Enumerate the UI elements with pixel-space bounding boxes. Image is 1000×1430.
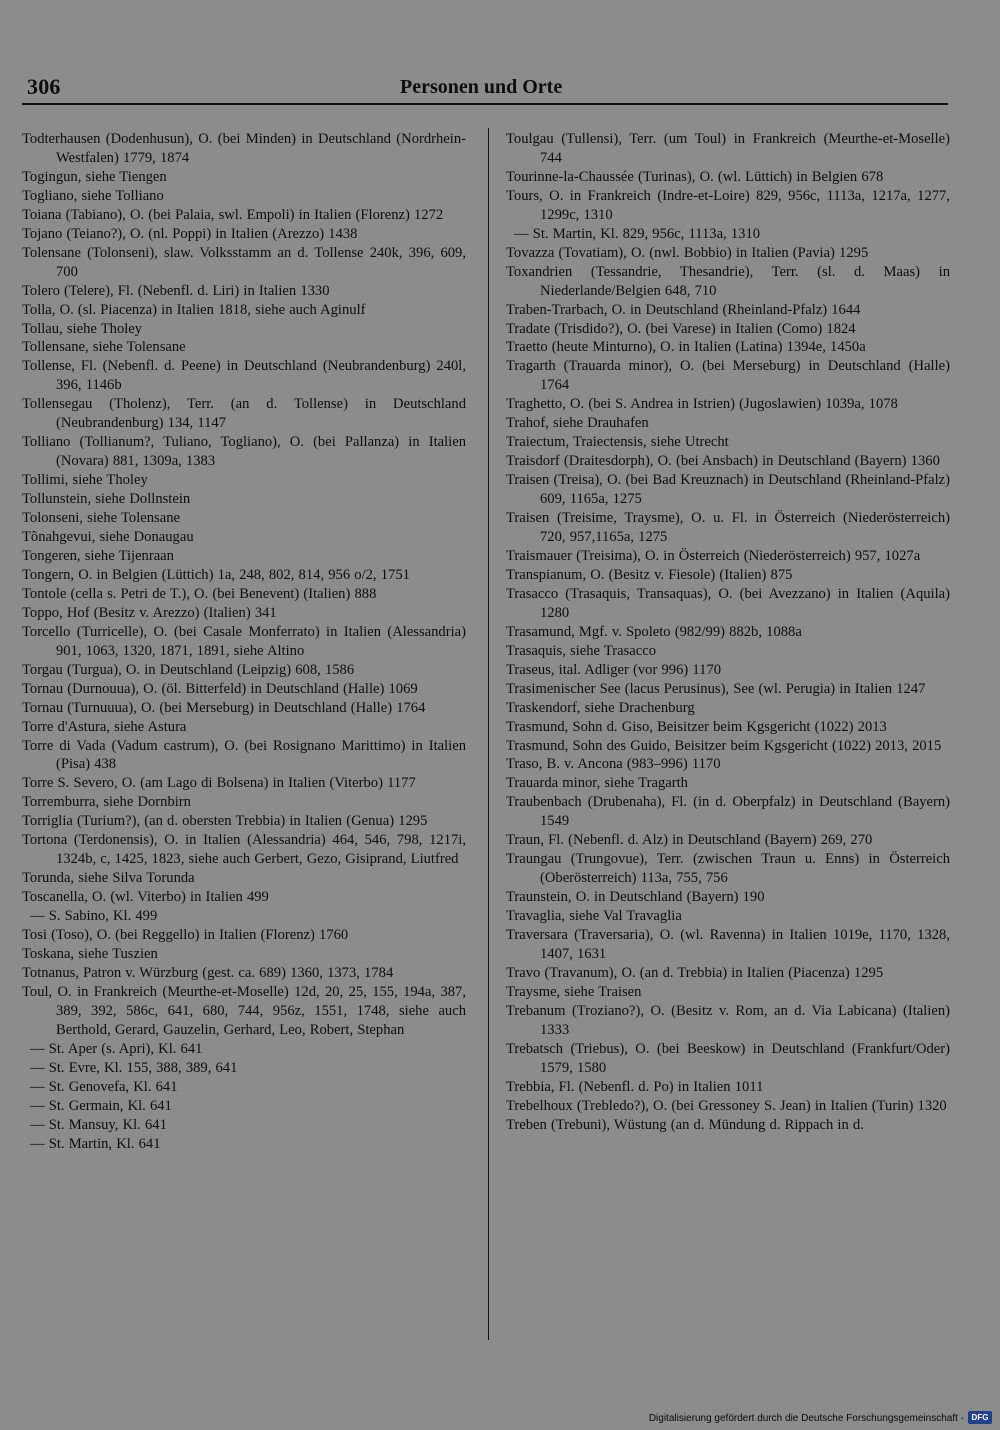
index-entry: Tollensane, siehe Tolensane: [22, 339, 186, 356]
index-entry: Trasaquis, siehe Trasacco: [506, 642, 657, 659]
index-entry: Tolero (Telere), Fl. (Nebenfl. d. Liri) in Italien 1330: [22, 282, 330, 299]
index-entry: Trebatsch (Triebus), O. (bei Beeskow) in Deutschland (Frankfurt/Oder) 1579, 1580: [506, 1040, 950, 1076]
index-entry: Traghetto, O. (bei S. Andrea in Istrien) (Jugoslawien) 1039a, 1078: [506, 396, 898, 413]
index-entry: Trasimenischer See (lacus Perusinus), See (wl. Perugia) in Italien 1247: [506, 680, 926, 697]
index-entry: — St. Mansuy, Kl. 641: [30, 1116, 167, 1133]
index-entry: Traiectum, Traiectensis, siehe Utrecht: [506, 434, 729, 451]
index-entry: Tovazza (Tovatiam), O. (nwl. Bobbio) in Italien (Pavia) 1295: [506, 244, 869, 261]
index-entry: Tornau (Durnouua), O. (öl. Bitterfeld) in Deutschland (Halle) 1069: [22, 680, 418, 697]
index-entry: — St. Martin, Kl. 829, 956c, 1113a, 1310: [514, 225, 761, 242]
left-column: [22, 130, 466, 1153]
index-entry: Toppo, Hof (Besitz v. Arezzo) (Italien) 341: [22, 604, 277, 621]
index-entry: — St. Aper (s. Apri), Kl. 641: [30, 1040, 203, 1057]
index-entry: — S. Sabino, Kl. 499: [30, 908, 158, 925]
index-entry: Traun, Fl. (Nebenfl. d. Alz) in Deutschland (Bayern) 269, 270: [506, 832, 873, 849]
index-entry: Torgau (Turgua), O. in Deutschland (Leipzig) 608, 1586: [22, 661, 355, 678]
index-entry: Tosi (Toso), O. (bei Reggello) in Italien (Florenz) 1760: [22, 927, 349, 944]
index-entry: Traysme, siehe Traisen: [506, 983, 642, 1000]
index-entry: Tollensegau (Tholenz), Terr. (an d. Tollense) in Deutschland (Neubrandenburg) 134, 1147: [22, 396, 466, 432]
index-entry: Traso, B. v. Ancona (983–996) 1170: [506, 756, 721, 773]
column-divider: [488, 128, 489, 1340]
index-entry: Toulgau (Tullensi), Terr. (um Toul) in Frankreich (Meurthe-et-Moselle) 744: [506, 131, 950, 166]
right-column: [506, 130, 950, 1135]
index-entry: Traisen (Treisa), O. (bei Bad Kreuznach) in Deutschland (Rheinland-Pfalz) 609, 1165a, 1275: [506, 472, 950, 508]
index-entry: Traisdorf (Draitesdorph), O. (bei Ansbach) in Deutschland (Bayern) 1360: [506, 453, 940, 470]
index-entry: Traunstein, O. in Deutschland (Bayern) 190: [506, 889, 765, 906]
index-entry: Toxandrien (Tessandrie, Thesandrie), Terr. (sl. d. Maas) in Niederlande/Belgien 648, 710: [506, 263, 950, 299]
index-entry: Traversara (Traversaria), O. (wl. Ravenna) in Italien 1019e, 1170, 1328, 1407, 1631: [506, 927, 950, 962]
index-entry: Torcello (Turricelle), O. (bei Casale Monferrato) in Italien (Alessandria) 901, 1063, 1320, 1871, 1891, siehe Altino: [22, 623, 466, 659]
index-entry: Tourinne-la-Chaussée (Turinas), O. (wl. Lüttich) in Belgien 678: [506, 168, 884, 185]
index-entry: Traseus, ital. Adliger (vor 996) 1170: [506, 661, 722, 678]
index-entry: Tradate (Trisdido?), O. (bei Varese) in Italien (Como) 1824: [506, 320, 856, 337]
index-entry: Tolensane (Tolonseni), slaw. Volksstamm an d. Tollense 240k, 396, 609, 700: [22, 244, 466, 280]
index-entry: Traisen (Treisime, Traysme), O. u. Fl. in Österreich (Niederösterreich) 720, 957,1165a, 1275: [506, 510, 950, 546]
index-entry: Trasamund, Mgf. v. Spoleto (982/99) 882b, 1088a: [506, 623, 802, 640]
index-entry: Torre S. Severo, O. (am Lago di Bolsena) in Italien (Viterbo) 1177: [22, 775, 416, 792]
index-entry: Toul, O. in Frankreich (Meurthe-et-Moselle) 12d, 20, 25, 155, 194a, 387, 389, 392, 586c, 641, 680, 744, 956z, 1551, 1748, siehe auch Berthold, Gerard, Gauzelin, Gerhard, Leo, Robert, Stephan: [22, 983, 466, 1038]
page-number: 306: [27, 74, 61, 99]
index-entry: Torre di Vada (Vadum castrum), O. (bei Rosignano Marittimo) in Italien (Pisa) 438: [22, 737, 466, 773]
index-entry: Traben-Trarbach, O. in Deutschland (Rheinland-Pfalz) 1644: [506, 301, 861, 318]
index-entry: Travaglia, siehe Val Travaglia: [506, 908, 682, 925]
index-entry: Tolliano (Tollianum?, Tuliano, Togliano), O. (bei Pallanza) in Italien (Novara) 881, 1309a, 1383: [22, 434, 466, 470]
index-entry: Tongeren, siehe Tijenraan: [22, 547, 174, 564]
index-entry: Toiana (Tabiano), O. (bei Palaia, swl. Empoli) in Italien (Florenz) 1272: [22, 206, 444, 223]
index-entry: Traungau (Trungovue), Terr. (zwischen Traun u. Enns) in Österreich (Oberösterreich) 113a, 755, 756: [506, 851, 950, 887]
index-entry: Tragarth (Trauarda minor), O. (bei Merseburg) in Deutschland (Halle) 1764: [506, 358, 950, 394]
header-rule: [22, 103, 948, 105]
index-entry: Tours, O. in Frankreich (Indre-et-Loire) 829, 956c, 1113a, 1217a, 1277, 1299c, 1310: [506, 187, 950, 223]
index-entry: — St. Genovefa, Kl. 641: [30, 1078, 178, 1095]
index-entry: Todterhausen (Dodenhusun), O. (bei Minden) in Deutschland (Nordrhein-Westfalen) 1779, 1874: [22, 131, 466, 166]
index-entry: Tolonseni, siehe Tolensane: [22, 510, 180, 527]
index-entry: Torre d'Astura, siehe Astura: [22, 718, 187, 735]
index-entry: Trebbia, Fl. (Nebenfl. d. Po) in Italien 1011: [506, 1078, 764, 1095]
index-entry: Trebanum (Troziano?), O. (Besitz v. Rom, an d. Via Labicana) (Italien) 1333: [506, 1002, 950, 1038]
index-entry: Tortona (Terdonensis), O. in Italien (Alessandria) 464, 546, 798, 1217i, 1324b, c, 1425, 1823, siehe auch Gerbert, Gezo, Gisiprand, Liutfred: [22, 832, 466, 868]
index-entry: Tojano (Teiano?), O. (nl. Poppi) in Italien (Arezzo) 1438: [22, 225, 358, 242]
index-entry: Trasacco (Trasaquis, Transaquas), O. (bei Avezzano) in Italien (Aquila) 1280: [506, 585, 950, 621]
index-entry: Tollimi, siehe Tholey: [22, 472, 148, 489]
index-entry: Torunda, siehe Silva Torunda: [22, 870, 195, 887]
index-entry: Tontole (cella s. Petri de T.), O. (bei Benevent) (Italien) 888: [22, 585, 377, 602]
index-entry: Torriglia (Turium?), (an d. obersten Trebbia) in Italien (Genua) 1295: [22, 813, 428, 830]
index-entry: Transpianum, O. (Besitz v. Fiesole) (Italien) 875: [506, 566, 793, 583]
index-entry: Tornau (Turnuuua), O. (bei Merseburg) in Deutschland (Halle) 1764: [22, 699, 426, 716]
index-entry: — St. Martin, Kl. 641: [30, 1135, 161, 1152]
index-entry: Tollunstein, siehe Dollnstein: [22, 491, 191, 508]
index-entry: Trasmund, Sohn des Guido, Beisitzer beim Kgsgericht (1022) 2013, 2015: [506, 737, 942, 754]
index-entry: — St. Germain, Kl. 641: [30, 1097, 172, 1114]
index-entry: Travo (Travanum), O. (an d. Trebbia) in Italien (Piacenza) 1295: [506, 964, 884, 981]
dfg-logo: DFG: [968, 1411, 992, 1424]
index-entry: Togliano, siehe Tolliano: [22, 187, 164, 204]
index-entry: Togingun, siehe Tiengen: [22, 168, 167, 185]
running-title: Personen und Orte: [400, 76, 563, 98]
index-entry: Trasmund, Sohn d. Giso, Beisitzer beim Kgsgericht (1022) 2013: [506, 718, 887, 735]
index-entry: Trahof, siehe Drauhafen: [506, 415, 649, 432]
index-entry: Tollense, Fl. (Nebenfl. d. Peene) in Deutschland (Neubrandenburg) 240l, 396, 1146b: [22, 358, 466, 394]
index-entry: Toskana, siehe Tuszien: [22, 945, 158, 962]
index-entry: Traismauer (Treisima), O. in Österreich (Niederösterreich) 957, 1027a: [506, 547, 921, 564]
index-entry: Torremburra, siehe Dornbirn: [22, 794, 191, 811]
index-entry: Tollau, siehe Tholey: [22, 320, 143, 337]
index-entry: Traubenbach (Drubenaha), Fl. (in d. Oberpfalz) in Deutschland (Bayern) 1549: [506, 794, 950, 830]
index-entry: Traskendorf, siehe Drachenburg: [506, 699, 695, 716]
digitization-credit: Digitalisierung gefördert durch die Deutsche Forschungsgemeinschaft -: [648, 1413, 964, 1424]
index-entry: Tolla, O. (sl. Piacenza) in Italien 1818, siehe auch Aginulf: [22, 301, 366, 318]
index-entry: Traetto (heute Minturno), O. in Italien (Latina) 1394e, 1450a: [506, 339, 866, 356]
index-entry: Toscanella, O. (wl. Viterbo) in Italien 499: [22, 889, 269, 906]
index-entry: Trebelhoux (Trebledo?), O. (bei Gressoney S. Jean) in Italien (Turin) 1320: [506, 1097, 947, 1114]
index-entry: Trauarda minor, siehe Tragarth: [506, 775, 688, 792]
index-entry: — St. Evre, Kl. 155, 388, 389, 641: [30, 1059, 238, 1076]
index-entry: Tongern, O. in Belgien (Lüttich) 1a, 248, 802, 814, 956 o/2, 1751: [22, 566, 410, 583]
index-entry: Tõnahgevui, siehe Donaugau: [22, 529, 194, 546]
index-entry: Totnanus, Patron v. Würzburg (gest. ca. 689) 1360, 1373, 1784: [22, 964, 394, 981]
index-entry: Treben (Trebuni), Wüstung (an d. Mündung d. Rippach in d.: [506, 1116, 864, 1133]
